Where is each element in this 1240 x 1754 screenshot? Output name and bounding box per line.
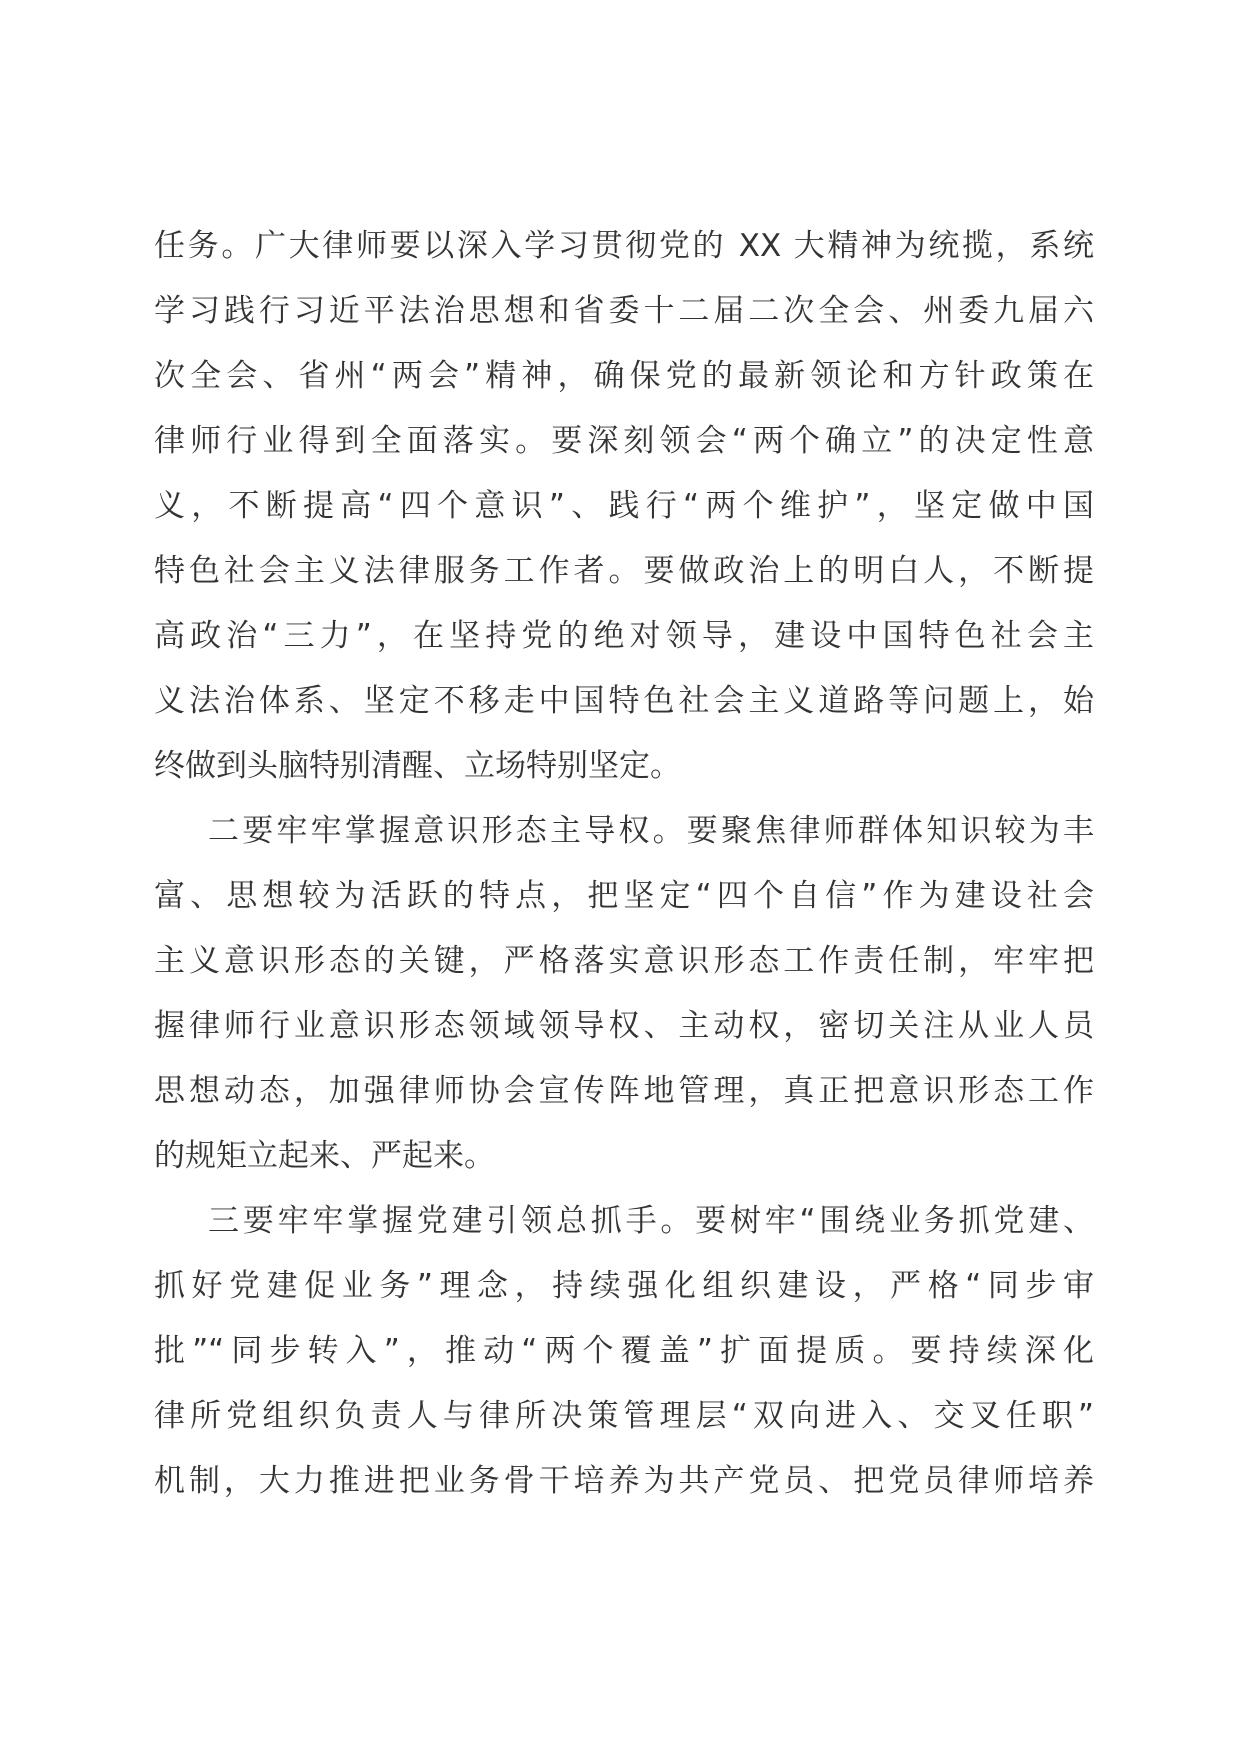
text-line: 律师行业得到全面落实。要深刻领会“两个确立”的决定性意 [154, 423, 1094, 459]
text-line: 次全会、省州“两会”精神，确保党的最新领论和方针政策在 [154, 358, 1094, 394]
text-line: 机制，大力推进把业务骨干培养为共产党员、把党员律师培养 [154, 1463, 1094, 1499]
text-line: 任务。广大律师要以深入学习贯彻党的 XX 大精神为统揽，系统 [154, 228, 1094, 264]
document-body [154, 214, 1094, 1514]
text-line: 富、思想较为活跃的特点，把坚定“四个自信”作为建设社会 [154, 878, 1094, 914]
text-line: 二要牢牢掌握意识形态主导权。要聚焦律师群体知识较为丰 [208, 813, 1094, 849]
paragraph-1 [154, 214, 1094, 799]
text-line: 律所党组织负责人与律所决策管理层“双向进入、交叉任职” [154, 1398, 1094, 1434]
text-line: 义法治体系、坚定不移走中国特色社会主义道路等问题上，始 [154, 683, 1094, 719]
text-line: 终做到头脑特别清醒、立场特别坚定。 [154, 748, 681, 784]
text-line: 学习践行习近平法治思想和省委十二届二次全会、州委九届六 [154, 293, 1094, 329]
text-line: 抓好党建促业务”理念，持续强化组织建设，严格“同步审 [154, 1268, 1094, 1304]
paragraph-3 [154, 1189, 1094, 1514]
text-line: 的规矩立起来、严起来。 [154, 1138, 495, 1174]
text-line: 特色社会主义法律服务工作者。要做政治上的明白人，不断提 [154, 553, 1094, 589]
text-line: 义，不断提高“四个意识”、践行“两个维护”，坚定做中国 [154, 488, 1094, 524]
text-line: 主义意识形态的关键，严格落实意识形态工作责任制，牢牢把 [154, 943, 1094, 979]
text-line: 思想动态，加强律师协会宣传阵地管理，真正把意识形态工作 [154, 1073, 1094, 1109]
text-line: 三要牢牢掌握党建引领总抓手。要树牢“围绕业务抓党建、 [208, 1203, 1094, 1239]
text-line: 高政治“三力”，在坚持党的绝对领导，建设中国特色社会主 [154, 618, 1094, 654]
text-line: 批”“同步转入”，推动“两个覆盖”扩面提质。要持续深化 [154, 1333, 1094, 1369]
paragraph-2 [154, 799, 1094, 1189]
text-line: 握律师行业意识形态领域领导权、主动权，密切关注从业人员 [154, 1008, 1094, 1044]
